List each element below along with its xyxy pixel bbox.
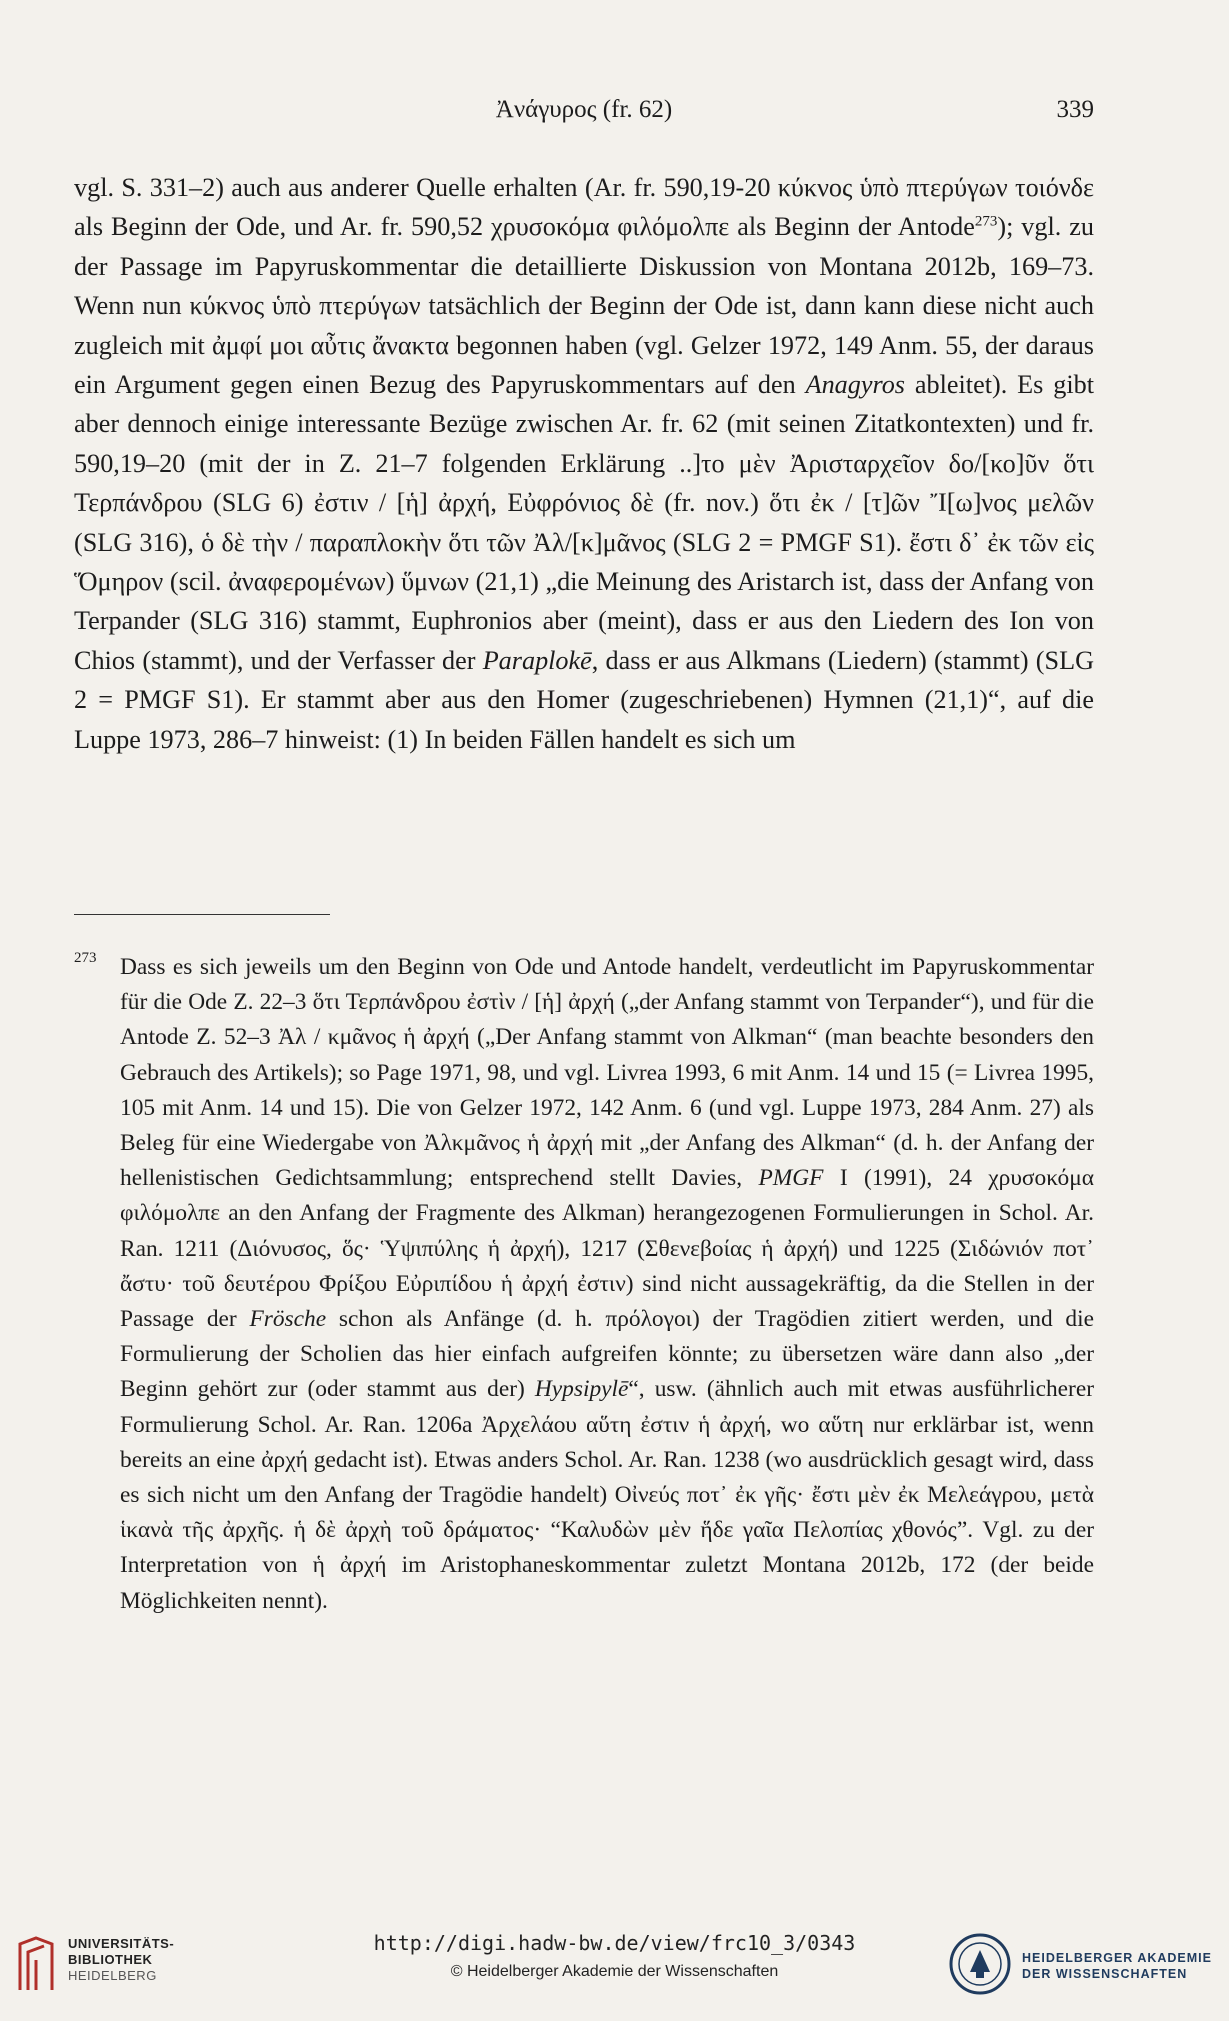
footnote-divider xyxy=(74,914,330,915)
academy-name xyxy=(1022,1950,1222,1982)
footnote-italic-pmgf: PMGF xyxy=(758,1165,824,1192)
footnote-number: 273 xyxy=(74,950,97,966)
footnote-part1: Dass es sich jeweils um den Beginn von Ode und Antode handelt, verdeutlicht im Papyruskommentar für die Ode Z. 22–3 ὅτι Τερπάνδρου ἐστὶν / [ἡ] ἀρχή („der Anfang stammt von Terpander“), und für die Antode Z. 52–3 Ἀλ / κμᾶνος ἡ ἀρχή („Der Anfang stammt von Alkman“ (man beachte besonders den Gebrauch des Artikels); so Page 1971, 98, und vgl. Livrea 1993, 6 mit Anm. 14 und 15 (= Livrea 1995, 105 mit Anm. 14 und 15). Die von Gelzer 1972, 142 Anm. 6 (und vgl. Luppe 1973, 284 Anm. 27) als Beleg für eine Wiedergabe von Ἀλκμᾶνος ἡ ἀρχή mit „der Anfang des Alkman“ (d. h. der Anfang der hellenistischen Gedichtsammlung; entsprechend stellt Davies, xyxy=(120,954,1094,1192)
footnote-italic-froesche: Frösche xyxy=(249,1306,327,1333)
footnote-italic-hypsipyle: Hypsipylē xyxy=(534,1376,629,1403)
library-name-line2: BIBLIOTHEK xyxy=(68,1952,153,1967)
running-header xyxy=(74,96,1094,132)
main-text-part4: , dass er aus Alkmans (Liedern) (stammt) (SLG 2 = PMGF S1). Er stammt aber aus den Homer (zugeschriebenen) Hymnen (21,1)“, auf die Luppe 1973, 286–7 hinweist: (1) In beiden Fällen handelt es sich um xyxy=(74,645,1094,754)
academy-seal-icon xyxy=(948,1932,1012,1996)
academy-name-line2: DER WISSENSCHAFTEN xyxy=(1022,1967,1188,1981)
main-text-part2: ); vgl. zu der Passage im Papyruskommentar die detaillierte Diskussion von Montana 2012b, 169–73. Wenn nun κύκνος ὑπὸ πτερύγων tatsächlich der Beginn der Ode ist, dann kann diese nicht auch zugleich mit ἀμφί μοι αὖτις ἄνακτα begonnen haben (vgl. Gelzer 1972, 149 Anm. 55, der daraus ein Argument gegen einen Bezug des Papyruskommentars auf den xyxy=(74,212,1094,400)
footnote-text xyxy=(120,950,1094,1619)
footnote-part2: I (1991), 24 χρυσοκόμα φιλόμολπε an den Anfang der Fragmente des Alkman) herangezogenen Formulierungen in Schol. Ar. Ran. 1211 (Διόνυσος, ὅς· Ὑψιπύλης ἡ ἀρχή), 1217 (Σθενεβοίας ἡ ἀρχή) und 1225 (Σιδώνιόν ποτ᾽ ἄστυ· τοῦ δευτέρου Φρίξου Εὐριπίδου ἡ ἀρχή ἐστιν) sind nicht aussagekräftig, da die Stellen in der Passage der xyxy=(120,1165,1094,1333)
footnote-part3: schon als Anfänge (d. h. πρόλογοι) der Tragödien zitiert werden, und die Formulierung der Scholien das hier einfach aufgreifen könnte; zu übersetzen wäre dann also „der Beginn gehört zur (oder stammt aus der) xyxy=(120,1306,1094,1403)
main-text-italic-anagyros: Anagyros xyxy=(805,370,905,400)
footnote-part4: “, usw. (ähnlich auch mit etwas ausführlicherer Formulierung Schol. Ar. Ran. 1206a Ἀρχελάου αὕτη ἐστιν ἡ ἀρχή, wo αὕτη nur erklärbar ist, wenn bereits an eine ἀρχή gedacht ist). Etwas anders Schol. Ar. Ran. 1238 (wo ausdrücklich gesagt wird, dass es sich nicht um den Anfang der Tragödie handelt) Οἰνεύς ποτ᾽ ἐκ γῆς· ἔστι μὲν ἐκ Μελεάγρου, μετὰ ἱκανὰ τῆς ἀρχῆς. ἡ δὲ ἀρχὴ τοῦ δράματος· “Καλυδὼν μὲν ἥδε γαῖα Πελοπίας χθονός”. Vgl. zu der Interpretation von ἡ ἀρχή im Aristophaneskommentar zuletzt Montana 2012b, 172 (der beide Möglichkeiten nennt). xyxy=(120,1376,1094,1614)
main-text xyxy=(74,168,1094,759)
library-name-line1: UNIVERSITÄTS- xyxy=(68,1936,175,1951)
footnote-reference[interactable]: 273 xyxy=(974,213,998,230)
main-text-part3: ableitet). Es gibt aber dennoch einige interessante Bezüge zwischen Ar. fr. 62 (mit seinen Zitatkontexten) und fr. 590,19–20 (mit der in Z. 21–7 folgenden Erklärung ..]το μὲν Ἀρισταρχεῖον δο/[κο]ῦν ὅτι Τερπάνδρου (SLG 6) ἐστιν / [ἡ] ἀρχή, Εὐφρόνιος δὲ (fr. nov.) ὅτι ἐκ / [τ]ῶν Ἴ[ω]νος μελῶν (SLG 316), ὁ δὲ τὴν / παραπλοκὴν ὅτι τῶν Ἀλ/[κ]μᾶνος (SLG 2 = PMGF S1). ἔστι δ᾽ ἐκ τῶν εἰς Ὅμηρον (scil. ἀναφερομένων) ὕμνων (21,1) „die Meinung des Aristarch ist, dass der Anfang von Terpander (SLG 316) stammt, Euphronios aber (meint), dass er aus den Liedern des Ion von Chios (stammt), und der Verfasser der xyxy=(74,370,1094,675)
main-text-part1: vgl. S. 331–2) auch aus anderer Quelle erhalten (Ar. fr. 590,19-20 κύκνος ὑπὸ πτερύγων τοιόνδε als Beginn der Ode, und Ar. fr. 590,52 χρυσοκόμα φιλόμολπε als Beginn der Antode xyxy=(74,173,1094,242)
main-text-italic-paraploke: Paraplokē xyxy=(482,645,592,675)
page-number: 339 xyxy=(1056,96,1094,123)
digitization-footer xyxy=(0,1920,1229,2021)
academy-name-line1: HEIDELBERGER AKADEMIE xyxy=(1022,1951,1212,1965)
source-url-link[interactable]: http://digi.hadw-bw.de/view/frc10_3/0343 xyxy=(373,1931,856,1955)
running-title: Ἀνάγυρος (fr. 62) xyxy=(495,96,673,123)
main-paragraph xyxy=(74,168,1094,759)
library-name-line3: HEIDELBERG xyxy=(68,1968,157,1983)
footnote-273 xyxy=(74,950,1094,1619)
copyright-notice: © Heidelberger Akademie der Wissenschaften xyxy=(450,1963,779,1980)
